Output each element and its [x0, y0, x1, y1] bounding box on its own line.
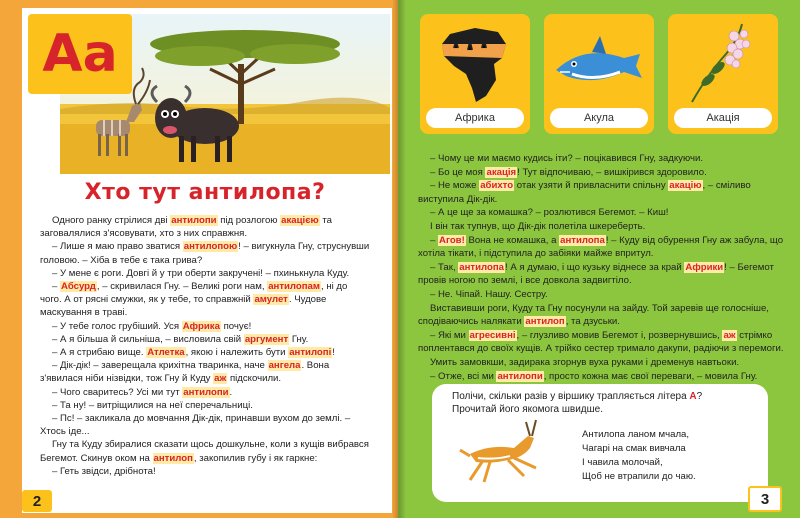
africa-map-icon	[420, 14, 530, 114]
text-run: ! А я думаю, і що кузьку віднесе за край	[504, 261, 685, 273]
paragraph	[418, 179, 788, 206]
vocab-card-africa	[420, 14, 530, 134]
highlighted-word: акацію	[669, 180, 702, 192]
paragraph	[418, 370, 788, 384]
text-run: – Які ми	[430, 329, 469, 341]
text-run: , ні до чого. А от рясні смужки, як у тебе, то справжній	[40, 281, 348, 306]
page-number-right: 3	[748, 486, 782, 512]
task-line-1: Полічи, скільки разів у віршику трапляється літера	[452, 391, 690, 402]
highlighted-word: антилоп	[525, 316, 565, 328]
poem	[582, 428, 696, 484]
story-text	[40, 214, 370, 478]
paragraph	[40, 359, 370, 385]
left-page	[0, 0, 398, 518]
highlighted-word: Агов!	[439, 234, 465, 246]
text-run: під розлогою	[217, 215, 281, 226]
text-run: – Не може	[430, 180, 480, 192]
paragraph	[418, 356, 788, 370]
poem-line: І чавила молочай,	[582, 457, 663, 468]
text-run: отак узяти й привласнити спільну	[514, 180, 669, 192]
text-run: ! – Бегемот провів ногою по землі, і все довкола задвигтіло.	[418, 261, 774, 287]
task-instructions	[452, 390, 762, 416]
text-run: – Дік-дік! – заверещала крихітна тваринка, наче	[52, 360, 268, 372]
paragraph	[418, 302, 788, 329]
text-run: – Бо це моя	[430, 166, 486, 178]
highlighted-word: антилопа	[560, 234, 605, 246]
paragraph	[40, 438, 370, 464]
highlighted-word: аж	[723, 329, 736, 341]
acacia-flower-icon	[668, 14, 778, 114]
text-run: – Не. Чіпай. Нашу. Сестру.	[430, 288, 548, 300]
paragraph	[418, 220, 788, 234]
text-run: Гну.	[289, 333, 309, 345]
text-run: ! – Куду від обурення Гну аж забула, що хотіла тікати, і підступила до забіяки майже впритул.	[418, 234, 784, 260]
text-run: Виставивши роги, Куду та Гну посунули на зайду. Той заревів ще голосніше, сподіваючись налякати	[418, 302, 769, 328]
paragraph	[40, 399, 370, 412]
letter-badge: Аа	[28, 14, 132, 94]
text-run: –	[52, 281, 61, 293]
text-run: – У тебе голос грубіший. Уся	[52, 320, 182, 332]
text-run: Умить замовкши, задирака згорнув вуха руками і дременув навтьоки.	[430, 356, 740, 368]
text-run: – А я стрибаю вище.	[52, 347, 147, 359]
running-antelope-icon	[450, 414, 560, 494]
paragraph	[40, 320, 370, 333]
vocab-card-label: Акула	[550, 108, 648, 128]
text-run: – Чому це ми маємо кудись іти? – поцікавився Гну, задкуючи.	[430, 153, 703, 164]
text-run: – Та ну! – витріщилися на неї сперечальниці.	[52, 399, 253, 411]
text-run: –	[430, 234, 439, 246]
task-line-1-end: ?	[696, 391, 703, 402]
text-run: . Чудове маскування в траві.	[40, 294, 327, 319]
highlighted-word: агресивні	[469, 329, 516, 341]
text-run: , – скривилася Гну. – Великі роги нам,	[96, 281, 268, 293]
text-run: Одного ранку стрілися дві	[52, 215, 171, 226]
highlighted-word: абихто	[480, 180, 514, 192]
highlighted-word: Африка	[182, 320, 220, 332]
text-run: , якою і належить бути	[185, 347, 289, 359]
highlighted-word: Атлетка	[147, 347, 185, 359]
highlighted-word: антилопою	[183, 241, 238, 253]
vocab-card-label: Акація	[674, 108, 772, 128]
text-run: , закопилив губу і як гаркне:	[193, 452, 318, 464]
highlighted-word: антилопа	[459, 261, 504, 273]
right-page	[398, 0, 800, 518]
text-run: – Геть звідси, дрібнота!	[52, 465, 156, 477]
page-number-left: 2	[22, 490, 52, 512]
paragraph	[40, 386, 370, 399]
highlighted-word: Абсурд	[61, 281, 96, 293]
text-run: – А я більша й сильніша, – висловила свій	[52, 333, 244, 345]
task-letter: А	[689, 391, 697, 402]
text-run: , – глузливо мовив Бегемот і, розвернувшись,	[516, 329, 723, 341]
highlighted-word: антилопі	[289, 347, 332, 359]
highlighted-word: Африки	[685, 261, 724, 273]
text-run: – А це ще за комашка? – розлютився Бегемот. – Киш!	[430, 207, 669, 219]
text-run: стрімко поплентався до своїх кущів. А трійко сестер тримало дакупи, радіючи з перемоги.	[418, 329, 784, 355]
paragraph	[418, 206, 788, 220]
text-run: !	[332, 347, 335, 359]
paragraph	[418, 166, 788, 180]
poem-line: Антилопа ланом мчала,	[582, 429, 690, 440]
highlighted-word: аргумент	[244, 333, 289, 345]
text-run: Гну та Куду збиралися сказати щось дошкульне, коли з кущів вибрався Бегемот. Скинув оком на	[40, 439, 369, 464]
highlighted-word: антилопи	[171, 215, 217, 226]
paragraph	[40, 333, 370, 346]
highlighted-word: антилопи	[497, 370, 543, 382]
text-run: .	[229, 386, 233, 398]
highlighted-word: ангела	[268, 360, 301, 372]
story-continuation	[418, 152, 788, 383]
text-run: ! Тут відпочиваю, – вишкірився здоровило.	[517, 166, 707, 178]
text-run: І він так тупнув, що Дік-дік полетіла шкереберть.	[430, 220, 646, 232]
highlighted-word: акацією	[281, 215, 319, 226]
text-run: – Пс! – закликала до мовчання Дік-дік, принавши вухом до землі. – Хтось іде...	[40, 413, 351, 438]
text-run: – Так,	[430, 261, 459, 273]
paragraph	[40, 280, 370, 320]
story-title: Хто тут антилопа?	[84, 180, 326, 205]
paragraph	[40, 465, 370, 478]
paragraph	[418, 261, 788, 288]
poem-line: Чагарі на смак вивчала	[582, 443, 686, 454]
text-run: – У мене є роги. Довгі й у три оберти закручені! – пхинькнула Куду.	[52, 267, 350, 279]
paragraph	[418, 329, 788, 356]
text-run: , – сміливо виступила Дік-дік.	[418, 180, 751, 205]
highlighted-word: амулет	[254, 294, 288, 306]
text-run: ! – вигукнула Гну, струснувши головою. – Хіба в тебе є така грива?	[40, 241, 370, 266]
vocab-card-shark	[544, 14, 654, 134]
text-run: – Чого сваритесь? Усі ми тут	[52, 386, 183, 398]
text-run: , та дзуськи.	[565, 316, 620, 328]
highlighted-word: антилоп	[153, 452, 193, 464]
book-gutter	[392, 0, 406, 518]
text-run: почує!	[220, 320, 252, 332]
poem-line: Щоб не втрапили до чаю.	[582, 471, 696, 482]
text-run: – Лише я маю право зватися	[52, 241, 183, 253]
reading-task-box	[432, 384, 768, 502]
task-line-2: Прочитай його якомога швидше.	[452, 404, 603, 415]
highlighted-word: антилопам	[268, 281, 320, 293]
text-run: та заговалялися з'ясовувати, хто з них справжня.	[40, 215, 332, 240]
vocab-card-label: Африка	[426, 108, 524, 128]
paragraph	[40, 346, 370, 359]
text-run: – Отже, всі ми	[430, 370, 497, 382]
paragraph	[40, 267, 370, 280]
highlighted-word: антилопи	[183, 386, 229, 398]
paragraph	[418, 288, 788, 302]
paragraph	[40, 214, 370, 240]
paragraph	[40, 240, 370, 266]
shark-icon	[544, 14, 654, 114]
paragraph	[40, 412, 370, 438]
text-run: Вона не комашка, а	[465, 234, 560, 246]
highlighted-word: аж	[214, 373, 227, 385]
text-run: , просто кожна має свої переваги, – мовила Гну.	[543, 370, 758, 382]
paragraph	[418, 152, 788, 166]
text-run: . Вона з'явилася ніби нізвідки, тож Гну й Куду	[40, 360, 330, 385]
paragraph	[418, 234, 788, 261]
text-run: підскочили.	[227, 373, 282, 385]
vocab-card-acacia	[668, 14, 778, 134]
highlighted-word: акація	[486, 166, 517, 178]
